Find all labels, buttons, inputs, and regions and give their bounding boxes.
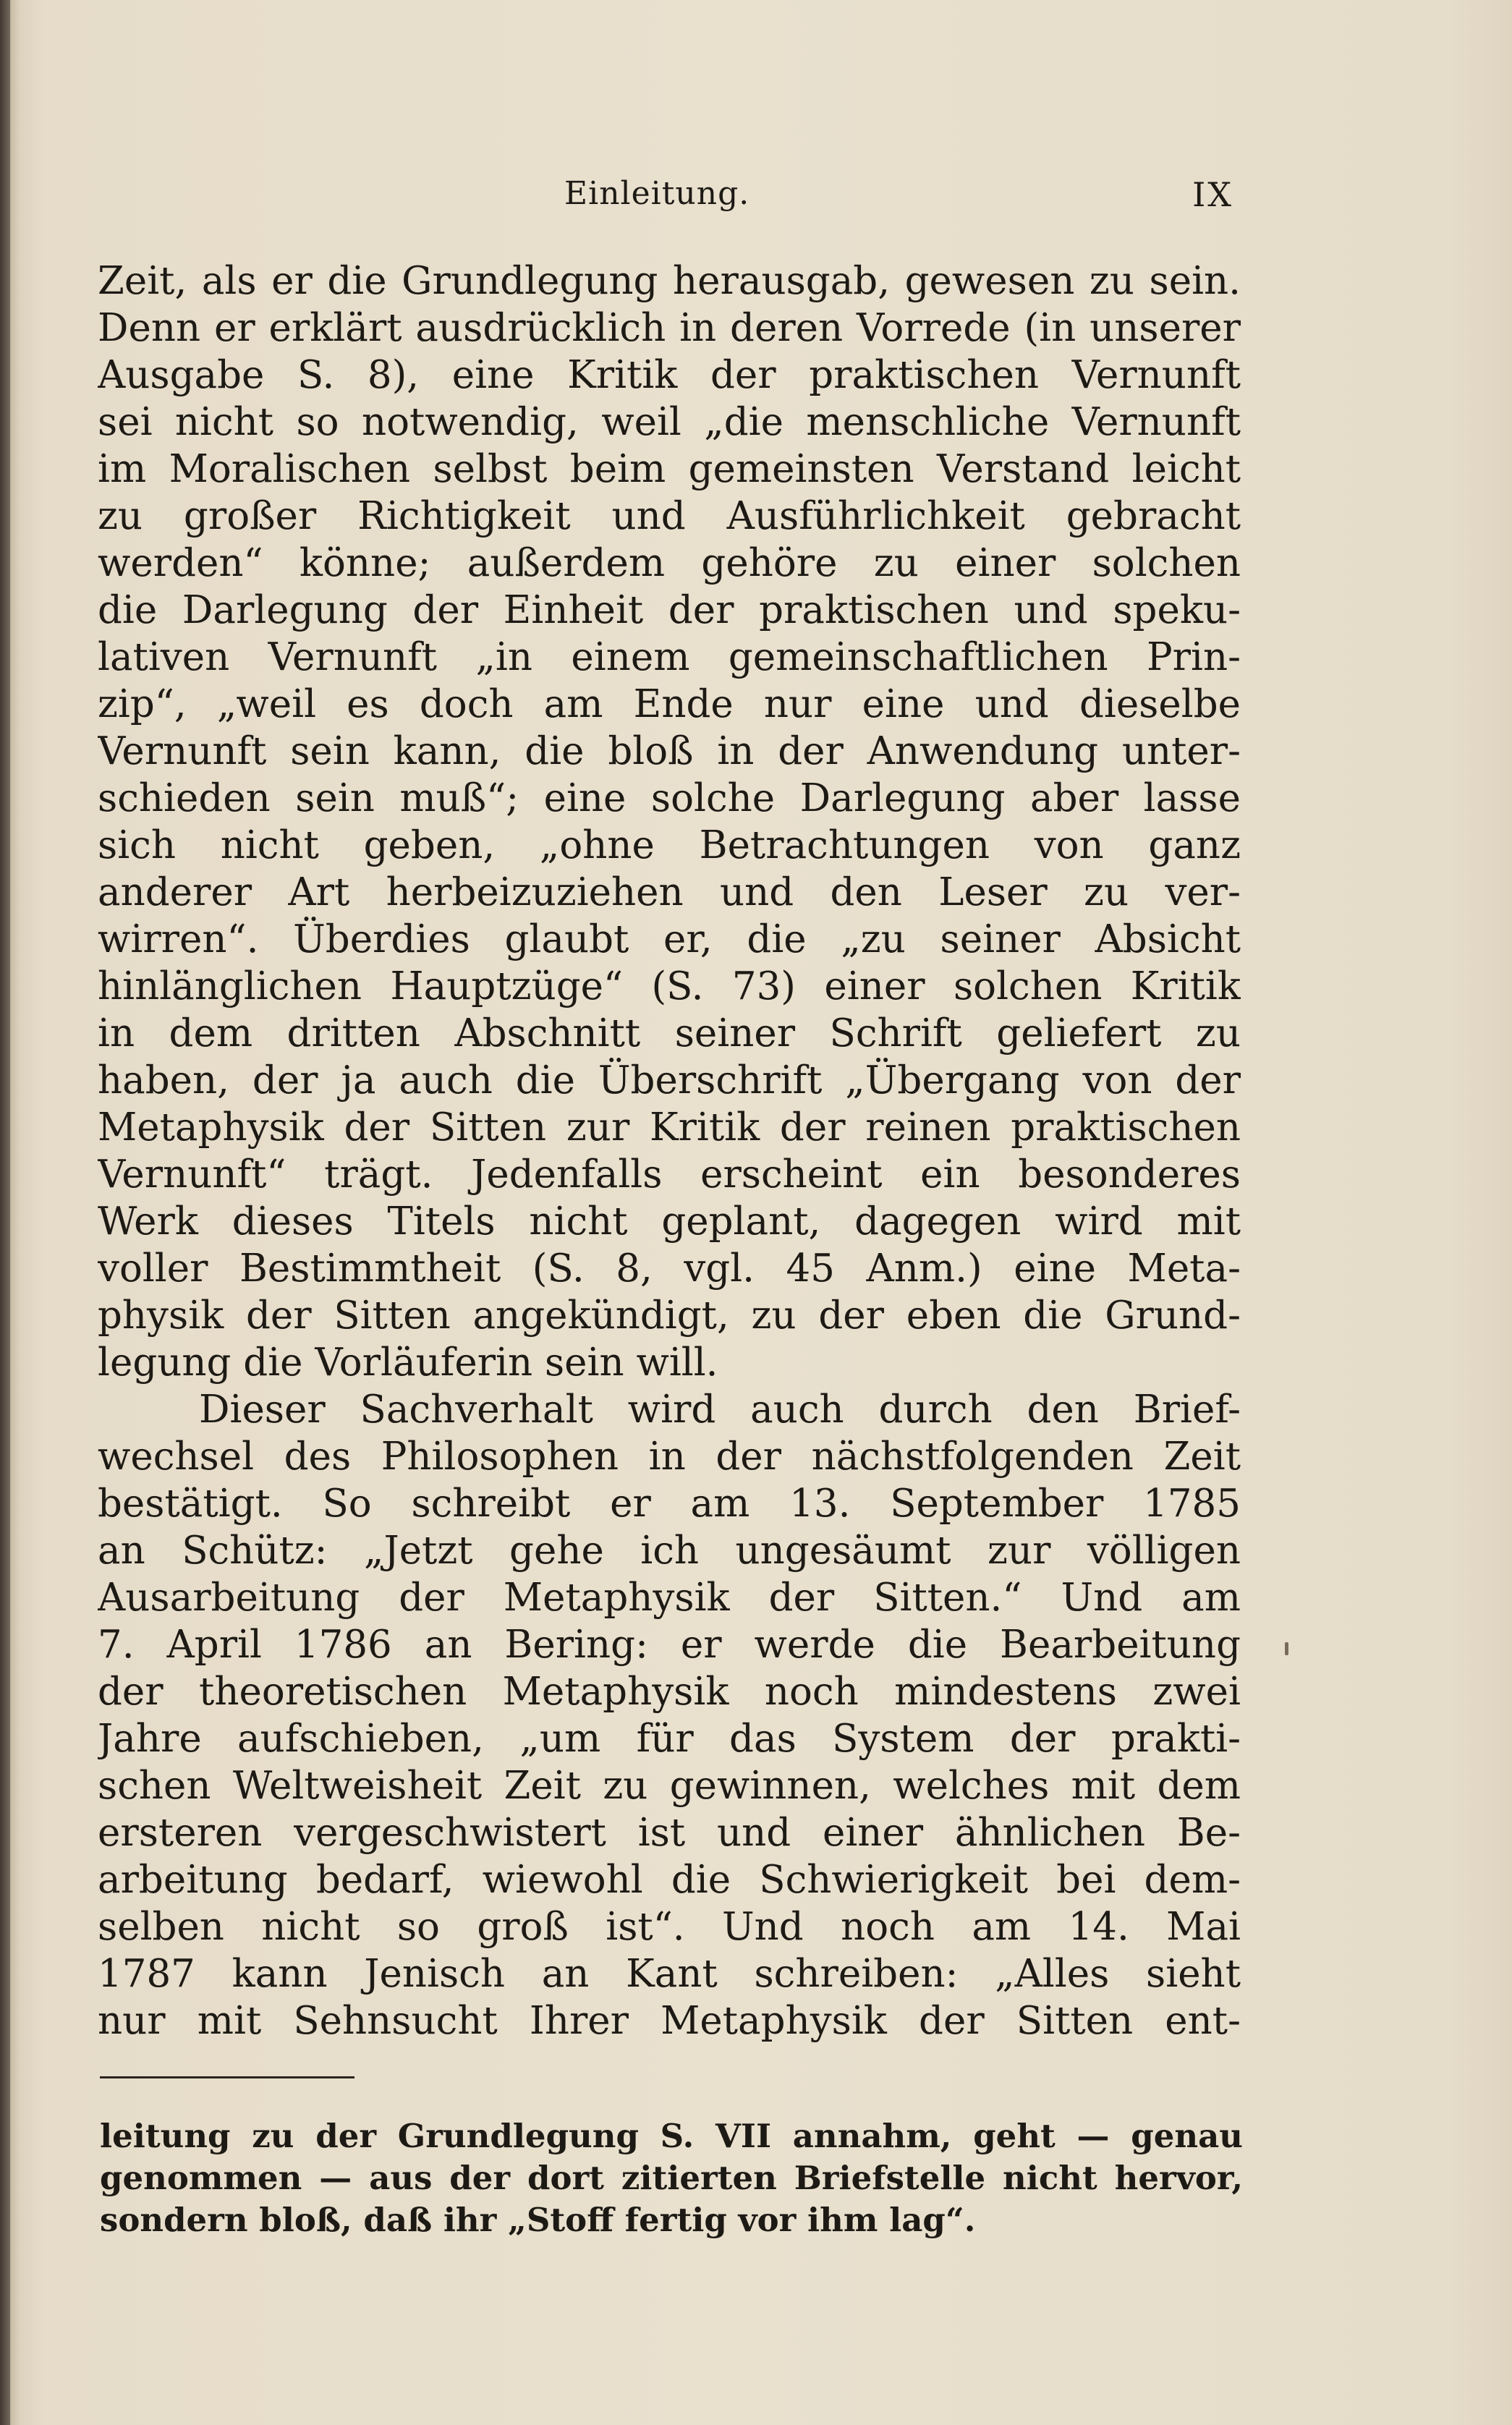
footnote	[100, 2115, 1243, 2241]
text-line: zip“, „weil es doch am Ende nur eine und dieselbe	[98, 682, 1241, 726]
paper-speck	[1285, 1642, 1288, 1655]
footnote-line: genommen — aus der dort zitierten Briefstelle nicht hervor,	[100, 2159, 1243, 2197]
footnote-line: leitung zu der Grundlegung S. VII annahm, geht — genau	[100, 2117, 1243, 2155]
text-line: schen Weltweisheit Zeit zu gewinnen, welches mit dem	[98, 1764, 1241, 1808]
text-line: 1787 kann Jenisch an Kant schreiben: „Alles sieht	[98, 1952, 1241, 1996]
text-line: Ausgabe S. 8), eine Kritik der praktischen Vernunft	[98, 353, 1241, 397]
text-line: in dem dritten Abschnitt seiner Schrift geliefert zu	[98, 1011, 1241, 1056]
text-line: im Moralischen selbst beim gemeinsten Verstand leicht	[98, 447, 1241, 491]
text-line: 7. April 1786 an Bering: er werde die Bearbeitung	[98, 1623, 1241, 1667]
page-number: IX	[1192, 175, 1233, 214]
text-line: hinlänglichen Hauptzüge“ (S. 73) einer solchen Kritik	[98, 964, 1241, 1008]
text-line: wechsel des Philosophen in der nächstfolgenden Zeit	[98, 1435, 1241, 1479]
text-line: die Darlegung der Einheit der praktischen und speku-	[98, 588, 1241, 632]
footnote-line: sondern bloß, daß ihr „Stoff fertig vor ihm lag“.	[100, 2201, 976, 2239]
text-line: nur mit Sehnsucht Ihrer Metaphysik der Sitten ent-	[98, 1999, 1241, 2043]
text-line: Ausarbeitung der Metaphysik der Sitten.“ Und am	[98, 1576, 1241, 1620]
text-line: Metaphysik der Sitten zur Kritik der reinen praktischen	[98, 1105, 1241, 1150]
text-line: zu großer Richtigkeit und Ausführlichkeit gebracht	[98, 494, 1241, 538]
text-line: Vernunft sein kann, die bloß in der Anwendung unter-	[98, 729, 1241, 773]
text-line: wirren“. Überdies glaubt er, die „zu seiner Absicht	[98, 917, 1241, 961]
text-line: ersteren vergeschwistert ist und einer ähnlichen Be-	[98, 1811, 1241, 1855]
main-text	[98, 258, 1241, 2044]
text-line: werden“ könne; außerdem gehöre zu einer solchen	[98, 541, 1241, 585]
text-line: haben, der ja auch die Überschrift „Übergang von der	[98, 1058, 1241, 1103]
text-line: anderer Art herbeizuziehen und den Leser zu ver-	[98, 870, 1241, 914]
text-line: selben nicht so groß ist“. Und noch am 14. Mai	[98, 1905, 1241, 1949]
text-line: Zeit, als er die Grundlegung herausgab, gewesen zu sein.	[98, 259, 1241, 303]
text-line: arbeitung bedarf, wiewohl die Schwierigkeit bei dem-	[98, 1858, 1241, 1902]
text-line: der theoretischen Metaphysik noch mindestens zwei	[98, 1670, 1241, 1714]
text-line: Denn er erklärt ausdrücklich in deren Vorrede (in unserer	[98, 306, 1241, 350]
footnote-divider	[100, 2076, 354, 2078]
text-line: sich nicht geben, „ohne Betrachtungen von ganz	[98, 823, 1241, 867]
text-line: Jahre aufschieben, „um für das System der prakti-	[98, 1717, 1241, 1761]
text-line: sei nicht so notwendig, weil „die menschliche Vernunft	[98, 400, 1241, 444]
binding-edge	[0, 0, 10, 2425]
page-header	[98, 175, 1233, 218]
text-line: physik der Sitten angekündigt, zu der eben die Grund-	[98, 1294, 1241, 1338]
text-line: Vernunft“ trägt. Jedenfalls erscheint ein besonderes	[98, 1152, 1241, 1197]
text-line: Werk dieses Titels nicht geplant, dagegen wird mit	[98, 1199, 1241, 1244]
text-line: voller Bestimmtheit (S. 8, vgl. 45 Anm.) eine Meta-	[98, 1247, 1241, 1291]
paragraph-start-line: Dieser Sachverhalt wird auch durch den Brief-	[199, 1388, 1241, 1432]
text-line: bestätigt. So schreibt er am 13. September 1785	[98, 1482, 1241, 1526]
text-line: an Schütz: „Jetzt gehe ich ungesäumt zur völligen	[98, 1529, 1241, 1573]
text-line: schieden sein muß“; eine solche Darlegung aber lasse	[98, 776, 1241, 820]
running-title: Einleitung.	[564, 175, 750, 212]
text-line: lativen Vernunft „in einem gemeinschaftlichen Prin-	[98, 635, 1241, 679]
paragraph-end-line: legung die Vorläuferin sein will.	[98, 1341, 718, 1385]
